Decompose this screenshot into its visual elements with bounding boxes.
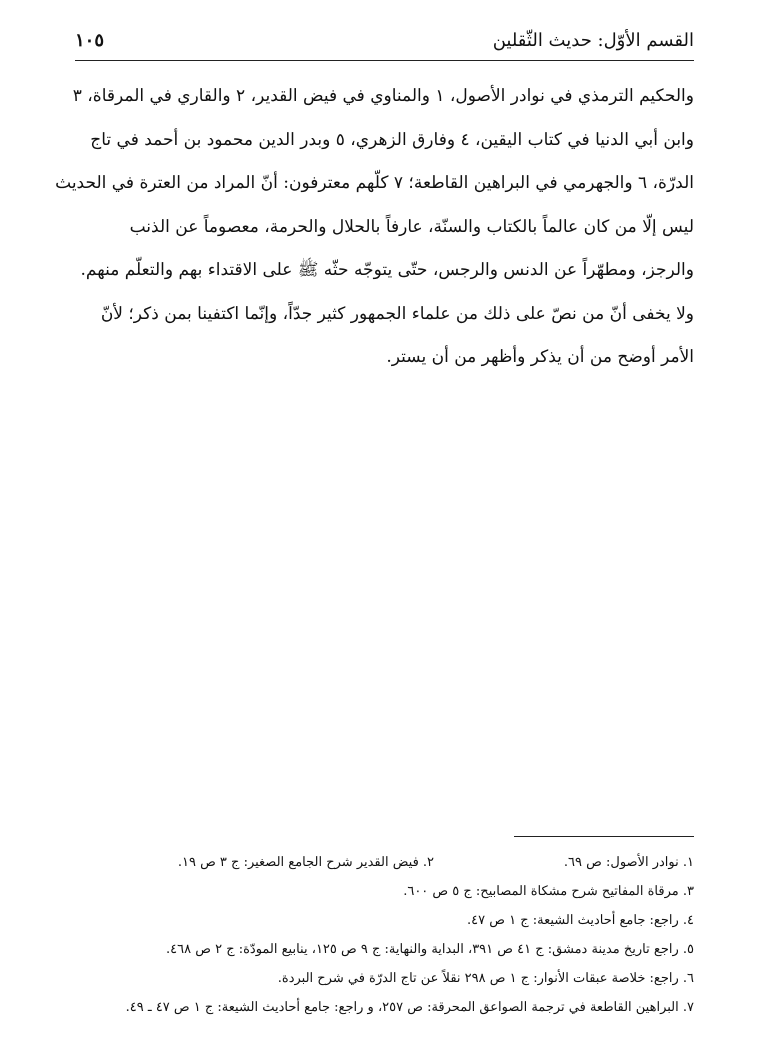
- text-line: والرجز، ومطهّراً عن الدنس والرجس، حتّى يتوجّه حثّه ﷺ على الاقتداء بهم والتعلّم منهم.: [80, 260, 694, 280]
- footnote-7: ٧. البراهين القاطعة في ترجمة الصواعق المحرقة: ص ٢٥٧، و راجع: جامع أحاديث الشيعة: ج ١ ص ٤٧ ـ ٤٩.: [125, 1000, 694, 1015]
- footnotes: [75, 848, 694, 1022]
- footnote-1: ١. نوادر الأصول: ص ٦٩.: [563, 855, 694, 870]
- text-line: والحكيم الترمذي في نوادر الأصول، ١ والمناوي في فيض القدير، ٢ والقاري في المرقاة، ٣: [72, 86, 694, 106]
- page-header: [75, 28, 694, 61]
- text-line: الدرّة، ٦ والجهرمي في البراهين القاطعة؛ ٧ كلّهم معترفون: أنّ المراد من العترة في الحديث: [55, 173, 694, 193]
- text-line: وابن أبي الدنيا في كتاب اليقين، ٤ وفارق الزهري، ٥ وبدر الدين محمود بن أحمد في تاج: [90, 129, 694, 150]
- main-text: [55, 75, 694, 380]
- page-number: ١٠٥: [75, 30, 105, 51]
- footnote-row: [75, 848, 694, 877]
- footnote-5: ٥. راجع تاريخ مدينة دمشق: ج ٤١ ص ٣٩١، البداية والنهاية: ج ٩ ص ١٢٥، ينابيع المودّة: ج ٢ ص ٤٦٨.: [166, 942, 694, 957]
- text-line: ليس إلّا من كان عالماً بالكتاب والسنّة، عارفاً بالحلال والحرمة، معصوماً عن الذنب: [129, 216, 694, 237]
- running-title: القسم الأوّل: حديث الثّقلين: [492, 30, 694, 51]
- text-line: ولا يخفى أنّ من نصّ على ذلك من علماء الجمهور كثير جدّاً، وإنّما اكتفينا بمن ذكر؛ لأنّ: [100, 303, 694, 324]
- footnote-3: ٣. مرقاة المفاتيح شرح مشكاة المصابيح: ج ٥ ص ٦٠٠.: [403, 884, 694, 899]
- footnote-2: ٢. فيض القدير شرح الجامع الصغير: ج ٣ ص ١٩.: [177, 855, 435, 870]
- footnote-separator: [514, 836, 694, 837]
- footnote-6: ٦. راجع: خلاصة عبقات الأنوار: ج ١ ص ٢٩٨ نقلاً عن تاج الدرّة في شرح البردة.: [277, 971, 694, 986]
- footnote-4: ٤. راجع: جامع أحاديث الشيعة: ج ١ ص ٤٧.: [467, 913, 694, 928]
- text-line: الأمر أوضح من أن يذكر وأظهر من أن يستر.: [386, 347, 694, 367]
